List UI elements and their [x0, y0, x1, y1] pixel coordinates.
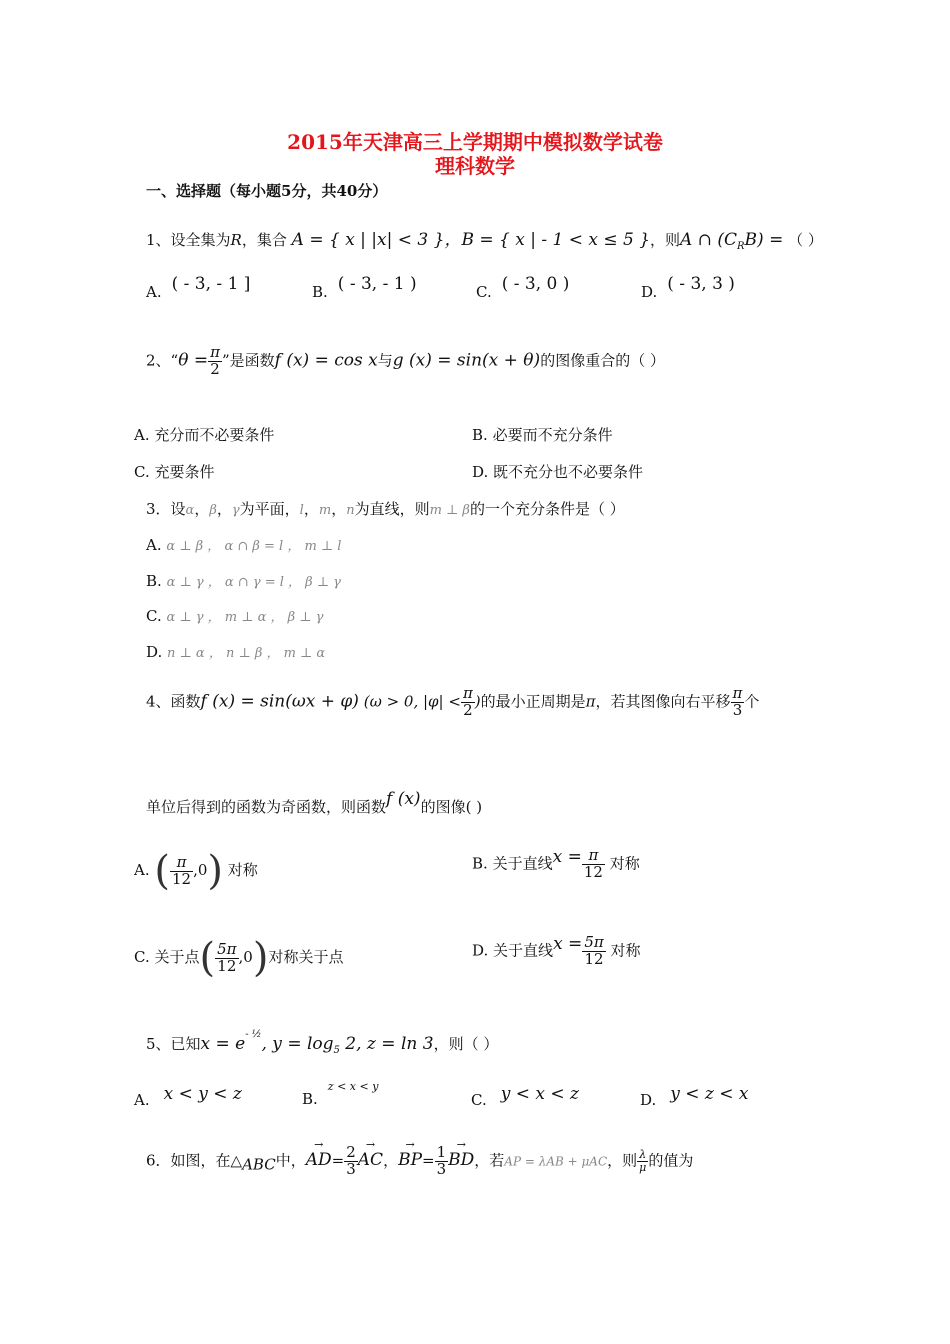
q3-m: m: [318, 503, 332, 518]
q4-line2a: 单位后得到的函数为奇函数，则函数: [146, 798, 387, 816]
q1-mid: ，集合: [241, 231, 287, 249]
numerator: 2: [346, 1143, 356, 1161]
q1-option-b: [312, 274, 417, 302]
q2-g: g (x) = sin(x + θ): [392, 350, 541, 371]
option-letter: C.: [476, 283, 492, 301]
denominator: 12: [583, 862, 603, 881]
option-value: 充分而不必要条件: [154, 426, 275, 444]
q4-option-a: [134, 848, 258, 894]
q4-mid: 的最小正周期是: [480, 692, 586, 711]
option-fraction: [170, 852, 193, 888]
option-x: x =: [553, 934, 583, 955]
q4-prefix: 4、函数: [146, 692, 201, 711]
q2-option-c: [134, 461, 215, 482]
q6-eq2: =: [422, 1151, 435, 1170]
option-x: x =: [552, 847, 582, 868]
option-letter: A.: [146, 283, 162, 301]
option-value: x < y < z: [163, 1084, 242, 1104]
q1-expr: A ∩ (C: [680, 230, 738, 250]
q2-option-d: [472, 461, 643, 482]
q4-fraction-1: [461, 686, 475, 719]
q4-line-2: [146, 789, 483, 817]
q6-bd: → BD: [448, 1150, 474, 1170]
option-letter: A.: [134, 426, 150, 444]
q1-r: R: [230, 231, 242, 249]
q1-expr2: B) =: [744, 230, 784, 250]
q2-theta: θ =: [178, 350, 209, 371]
q3-planes: 为平面，: [239, 500, 300, 518]
q3-stem: 3．设: [146, 500, 186, 518]
q5-option-a: [134, 1084, 242, 1110]
question-5: [146, 1029, 499, 1056]
q1-sub: R: [737, 241, 745, 252]
q6-ac: → AC: [358, 1150, 383, 1170]
q6-then: ，则: [607, 1151, 638, 1170]
option-tail: 对称关于点: [268, 948, 344, 966]
option-value: α ⊥ β ， α ∩ β = l ， m ⊥ l: [166, 539, 342, 554]
numerator: π: [462, 684, 473, 702]
q5-option-c: [471, 1084, 579, 1110]
numerator: 5π: [584, 933, 604, 951]
numerator: π: [582, 848, 605, 865]
q5-rest: , y = log: [261, 1034, 334, 1054]
q1-option-a: [146, 274, 251, 302]
paren-open: (: [199, 935, 216, 981]
q1-set-a: A = { x | |x| < 3 }: [291, 230, 445, 250]
option-pre: 关于直线: [493, 941, 554, 960]
q5-prefix: 5、已知: [146, 1035, 201, 1053]
numerator: π: [170, 855, 193, 872]
option-value: ( - 3, - 1 ): [337, 274, 417, 294]
q5-exp: - ½: [245, 1029, 262, 1040]
q4-option-b: [472, 848, 640, 881]
option-letter: B.: [472, 854, 488, 873]
page-subtitle: 理科数学: [435, 154, 515, 178]
option-value: ( - 3, - 1 ]: [171, 274, 251, 294]
q1-after: ，则: [650, 231, 681, 249]
q3-option-a: [146, 535, 341, 554]
denominator: 3: [732, 700, 743, 719]
q2-fraction: [208, 345, 222, 378]
q4-line2b: 的图像( ): [420, 798, 483, 816]
question-2: [146, 345, 665, 378]
q3-beta: β: [209, 503, 217, 518]
option-value: n ⊥ α ， n ⊥ β ， m ⊥ α: [167, 646, 326, 661]
q3-option-c: [146, 606, 323, 625]
denominator: 3: [346, 1159, 356, 1178]
option-tail: 对称: [227, 861, 258, 879]
option-value: 既不充分也不必要条件: [493, 463, 644, 481]
q2-prefix: 2、“: [146, 351, 179, 370]
q3-tail: 的一个充分条件是（ ）: [469, 500, 625, 518]
q4-tail: 个: [744, 692, 760, 711]
option-letter: B.: [146, 572, 162, 590]
q6-if: ，若: [474, 1151, 505, 1170]
denominator: 12: [172, 869, 192, 888]
numerator: 1: [436, 1143, 447, 1161]
q1-option-d: [641, 274, 735, 302]
q6-fraction-3: [637, 1149, 648, 1173]
option-value: y < z < x: [670, 1084, 749, 1104]
option-letter: D.: [472, 941, 489, 960]
paren-open: (: [154, 848, 170, 894]
option-value: α ⊥ γ ， α ∩ γ = l ， β ⊥ γ: [166, 575, 341, 590]
q5-rest2: 2, z = ln 3: [339, 1034, 434, 1054]
option-letter: C.: [134, 463, 150, 481]
option-fraction: [582, 935, 605, 968]
q6-prefix: 6．如图，在△: [146, 1151, 243, 1170]
option-fraction: [215, 939, 238, 975]
option-letter: C.: [146, 607, 162, 625]
q3-cond: m ⊥ β: [429, 503, 470, 518]
q4-pi: π: [585, 692, 596, 711]
q5-option-b: [302, 1080, 379, 1108]
q3-gamma: γ: [231, 503, 240, 518]
numerator: π: [732, 684, 743, 702]
denominator: 3: [436, 1159, 447, 1178]
question-4: [146, 686, 759, 719]
option-pre: 关于点: [154, 948, 200, 966]
question-3: 3．设α，β，γ为平面，l，m，n为直线，则m ⊥ β的一个充分条件是（ ）: [146, 500, 625, 518]
q6-eq1: =: [331, 1151, 345, 1170]
q6-mid: 中，: [275, 1151, 306, 1170]
q6-ad: → AD: [306, 1150, 332, 1170]
option-value: ( - 3, 3 ): [667, 274, 735, 294]
q2-mid: ”是函数: [221, 351, 275, 370]
question-6: [146, 1145, 693, 1178]
q6-ap-expr: AP = λAB + μAC: [504, 1154, 608, 1169]
numerator: π: [210, 343, 220, 361]
q6-tail: 的值为: [648, 1151, 694, 1170]
q5-base: 5: [333, 1045, 340, 1056]
option-letter: B.: [312, 283, 328, 301]
option-value: y < x < z: [500, 1084, 579, 1104]
q2-and: 与: [377, 351, 393, 370]
option-letter: D.: [641, 283, 658, 301]
option-letter: D.: [472, 463, 489, 481]
option-letter: D.: [146, 643, 163, 661]
paren-close: ): [252, 935, 269, 981]
paren-close: ): [207, 848, 224, 894]
q4-f: f (x) = sin(ωx + φ): [200, 691, 359, 712]
page-title: 2015年天津高三上学期期中模拟数学试卷: [287, 130, 663, 154]
numerator: λ: [637, 1149, 648, 1162]
q2-option-a: [134, 424, 274, 445]
q1-prefix: 1、设全集为: [146, 231, 231, 249]
option-value: z < x < y: [327, 1080, 379, 1093]
q4-cond: (ω > 0, |φ| <: [363, 692, 461, 711]
option-value: α ⊥ γ ， m ⊥ α ， β ⊥ γ: [166, 610, 324, 625]
option-tail: 对称: [610, 941, 641, 960]
q3-option-b: [146, 571, 341, 590]
q1-set-b: ，B = { x | - 1 < x ≤ 5 }: [444, 230, 651, 250]
q1-blank: （ ）: [788, 231, 823, 249]
q2-option-b: [472, 424, 613, 445]
q3-n: n: [346, 503, 355, 518]
section-heading: 一、选择题（每小题5分，共40分）: [146, 182, 388, 200]
option-letter: D.: [640, 1091, 657, 1109]
q6-abc: ABC: [242, 1155, 276, 1174]
q4-cond-close: ): [474, 692, 481, 711]
option-letter: C.: [134, 948, 150, 966]
option-letter: B.: [472, 426, 488, 444]
q4-line2f: f (x): [386, 789, 421, 809]
option-after: ,0: [193, 861, 208, 879]
option-letter: A.: [134, 1091, 150, 1109]
q4-fraction-2: [731, 686, 745, 719]
option-letter: A.: [146, 536, 162, 554]
option-value: ( - 3, 0 ): [501, 274, 570, 294]
q3-alpha: α: [185, 503, 195, 518]
option-pre: 关于直线: [492, 854, 553, 873]
q2-f: f (x) = cos x: [274, 350, 378, 371]
q5-tail: ，则（ ）: [433, 1035, 499, 1053]
denominator: μ: [639, 1160, 647, 1174]
q3-option-d: [146, 642, 325, 661]
option-letter: B.: [302, 1090, 318, 1108]
option-value: 充要条件: [154, 463, 215, 481]
q1-option-c: [476, 274, 570, 302]
option-tail: 对称: [609, 854, 640, 873]
option-after: ,0: [238, 948, 253, 966]
option-fraction: [582, 848, 605, 881]
denominator: 12: [217, 956, 237, 975]
q6-fraction-2: [435, 1145, 449, 1178]
option-letter: A.: [134, 861, 150, 879]
denominator: 12: [584, 949, 604, 968]
q4-mid2: ，若其图像向右平移: [595, 692, 731, 711]
denominator: 2: [463, 700, 473, 719]
q3-lines: 为直线，则: [354, 500, 430, 518]
q2-tail: 的图像重合的（ ）: [540, 351, 665, 370]
q5-x: x = e: [200, 1034, 246, 1054]
q3-l: l: [299, 503, 304, 518]
option-value: 必要而不充分条件: [492, 426, 613, 444]
numerator: 5π: [217, 939, 237, 958]
q5-option-d: [640, 1084, 749, 1110]
question-1: [146, 225, 823, 252]
q6-comma: ，: [383, 1151, 399, 1170]
q6-bp: → BP: [398, 1150, 422, 1170]
q4-option-d: [472, 935, 641, 968]
q4-option-c: [134, 935, 343, 981]
option-letter: C.: [471, 1091, 487, 1109]
denominator: 2: [210, 359, 220, 378]
q6-fraction-1: [344, 1145, 358, 1178]
